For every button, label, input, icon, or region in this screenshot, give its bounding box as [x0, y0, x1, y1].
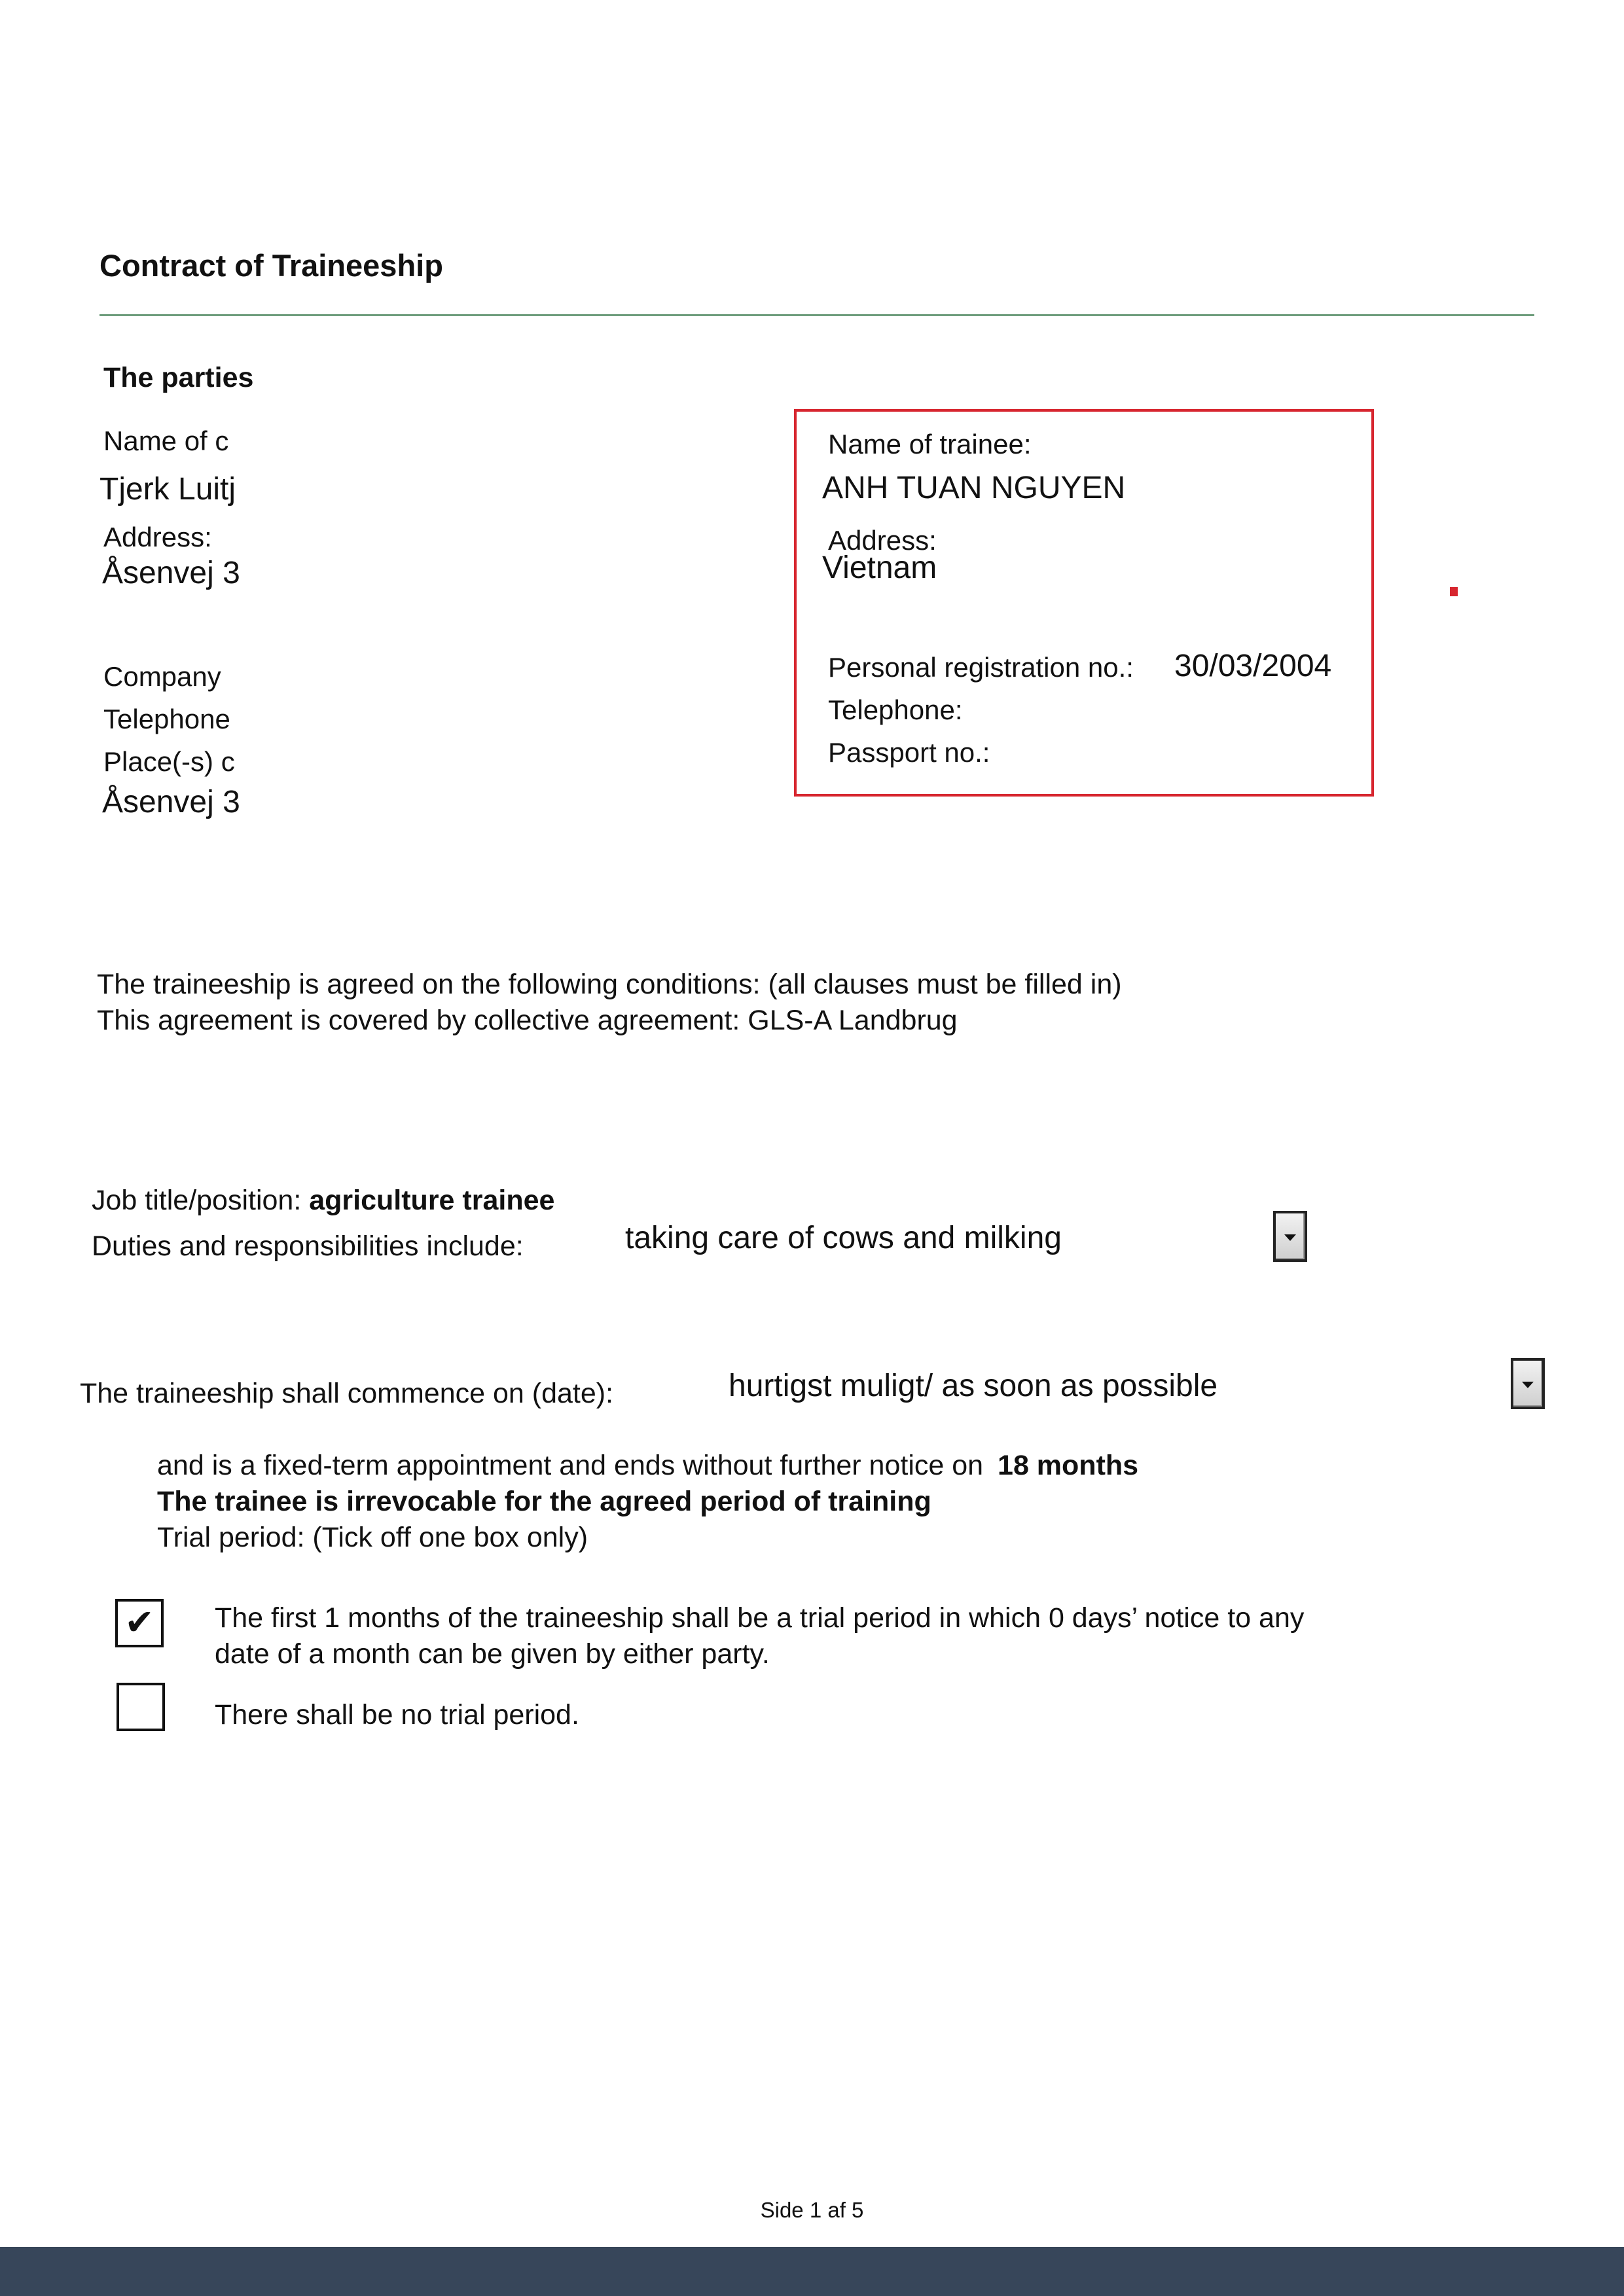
fixed-term-text: and is a fixed-term appointment and ends without further notice on — [157, 1450, 984, 1481]
page-number: Side 1 af 5 — [760, 2198, 864, 2222]
chevron-down-icon — [1522, 1382, 1534, 1388]
marker-dot — [1450, 587, 1458, 596]
employer-telephone-label: Telephone — [103, 704, 230, 734]
trainee-address-field[interactable]: Vietnam — [822, 550, 937, 585]
fixed-term-row — [157, 1450, 1138, 1482]
commence-label: The traineeship shall commence on (date): — [80, 1378, 614, 1409]
employer-name-field[interactable]: Tjerk Luitj — [99, 472, 236, 507]
job-title-label: Job title/position: — [92, 1185, 302, 1216]
commence-date-field[interactable]: hurtigst muligt/ as soon as possible — [729, 1369, 1218, 1403]
conditions-line-1: The traineeship is agreed on the following conditions: (all clauses must be filled in) — [97, 969, 1122, 1000]
trainee-registration-field[interactable]: 30/03/2004 — [1174, 649, 1332, 683]
employer-name-label: Name of c — [103, 425, 229, 456]
commence-dropdown-button[interactable] — [1511, 1358, 1545, 1409]
trainee-name-field[interactable]: ANH TUAN NGUYEN — [822, 471, 1126, 505]
bottom-bar — [0, 2247, 1624, 2296]
duties-dropdown-button[interactable] — [1273, 1211, 1307, 1262]
chevron-down-icon — [1284, 1234, 1296, 1241]
trial-period-checkbox[interactable]: ✔ — [115, 1599, 164, 1647]
job-title-value[interactable]: agriculture trainee — [309, 1185, 555, 1216]
title-divider — [99, 314, 1534, 316]
duties-field[interactable]: taking care of cows and milking — [625, 1221, 1062, 1255]
employer-company-label: Company — [103, 661, 221, 692]
trial-option-1-line-1: The first 1 months of the traineeship shall be a trial period in which 0 days’ notice to any — [215, 1602, 1305, 1634]
irrevocable-text: The trainee is irrevocable for the agreed period of training — [157, 1486, 931, 1517]
trainee-name-label: Name of trainee: — [828, 429, 1032, 459]
employer-place-label: Place(-s) c — [103, 746, 235, 777]
employer-address-label: Address: — [103, 522, 212, 552]
document-title: Contract of Traineeship — [99, 248, 443, 283]
conditions-line-2: This agreement is covered by collective agreement: GLS-A Landbrug — [97, 1005, 958, 1036]
trial-option-2-line-1: There shall be no trial period. — [215, 1699, 579, 1731]
trial-option-1-line-2: date of a month can be given by either party. — [215, 1638, 770, 1670]
fixed-term-value[interactable]: 18 months — [998, 1450, 1139, 1481]
employer-place-field[interactable]: Åsenvej 3 — [102, 785, 240, 819]
parties-heading: The parties — [103, 362, 254, 393]
trainee-passport-label: Passport no.: — [828, 737, 990, 768]
job-title-row — [92, 1185, 554, 1217]
trial-period-label: Trial period: (Tick off one box only) — [157, 1522, 588, 1553]
trainee-address-label: Address: — [828, 525, 937, 556]
duties-label: Duties and responsibilities include: — [92, 1230, 524, 1262]
employer-address-field[interactable]: Åsenvej 3 — [102, 556, 240, 590]
trainee-telephone-label: Telephone: — [828, 694, 963, 725]
no-trial-period-checkbox[interactable] — [117, 1683, 165, 1731]
trainee-registration-label: Personal registration no.: — [828, 652, 1134, 683]
